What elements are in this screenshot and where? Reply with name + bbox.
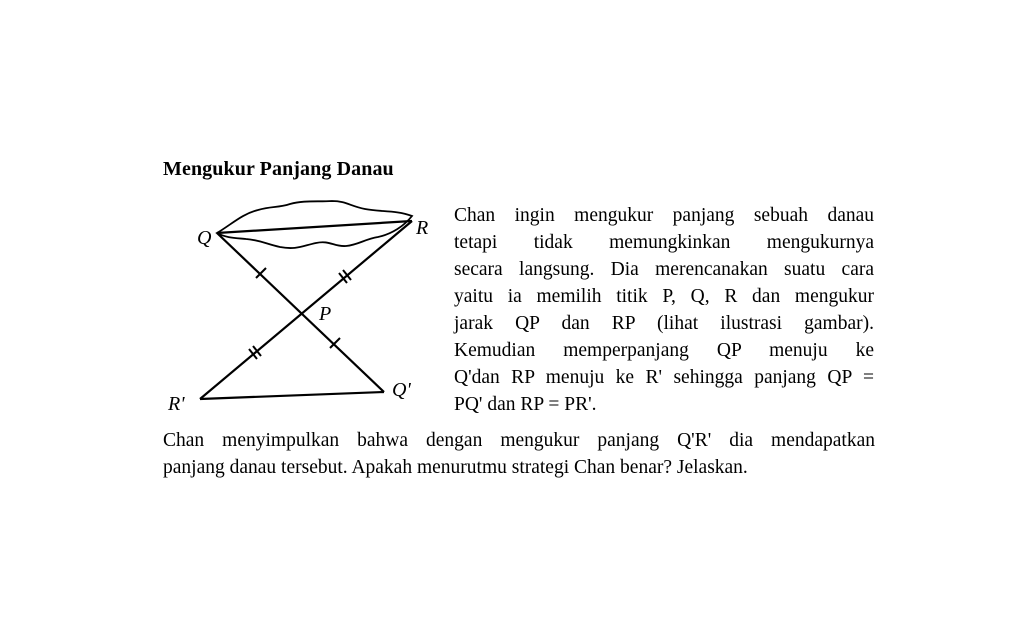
segment-RprimeQprime [200, 392, 384, 399]
label-Q: Q [197, 227, 212, 249]
section-title: Mengukur Panjang Danau [163, 158, 394, 180]
label-Q-prime: Q' [392, 379, 411, 401]
paragraph-line: PQ' dan RP = PR'. [454, 394, 597, 415]
conclusion-line: panjang danau tersebut. Apakah menurutmu strategi Chan benar? Jelaskan. [163, 457, 748, 478]
lake-outline [217, 201, 412, 248]
paragraph-line: secara langsung. Dia merencanakan suatu cara [454, 259, 874, 280]
lake-diagram-svg [160, 192, 450, 422]
paragraph-line: tetapi tidak memungkinkan mengukurnya [454, 232, 874, 253]
lake-diagram [160, 192, 450, 422]
conclusion-question [163, 427, 875, 481]
problem-paragraph [454, 202, 874, 418]
label-P: P [319, 303, 332, 325]
conclusion-line: Chan menyimpulkan bahwa dengan mengukur panjang Q'R' dia mendapatkan [163, 430, 875, 451]
paragraph-line: jarak QP dan RP (lihat ilustrasi gambar). [454, 313, 874, 334]
paragraph-line: yaitu ia memilih titik P, Q, R dan mengukur [454, 286, 874, 307]
label-R: R [416, 217, 429, 239]
paragraph-line: Kemudian memperpanjang QP menuju ke [454, 340, 874, 361]
paragraph-line: Q'dan RP menuju ke R' sehingga panjang QP = [454, 367, 874, 388]
segment-QR [217, 221, 412, 233]
paragraph-line: Chan ingin mengukur panjang sebuah danau [454, 205, 874, 226]
segment-QQprime [217, 233, 384, 392]
label-R-prime: R' [168, 393, 185, 415]
